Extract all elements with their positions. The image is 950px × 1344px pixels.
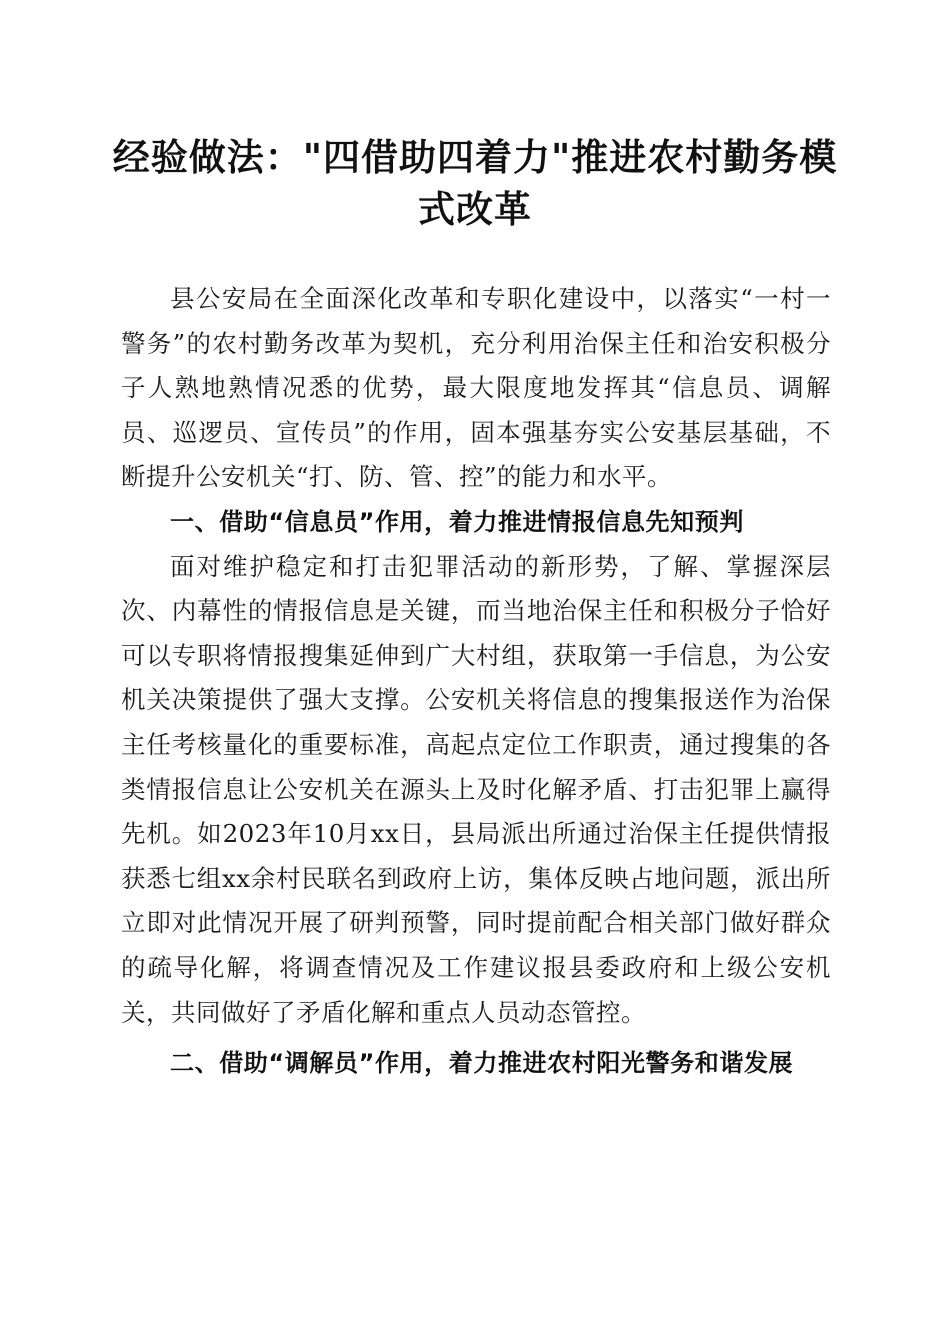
document-body: [121, 277, 831, 1086]
section-1-paragraph: 面对维护稳定和打击犯罪活动的新形势，了解、掌握深层次、内幕性的情报信息是关键，而当地治保主任和积极分子恰好可以专职将情报搜集延伸到广大村组，获取第一手信息，为公安机关决策提供了强大支撑。公安机关将信息的搜集报送作为治保主任考核量化的重要标准，高起点定位工作职责，通过搜集的各类情报信息让公安机关在源头上及时化解矛盾、打击犯罪上赢得先机。如2023年10月xx日，县局派出所通过治保主任提供情报获悉七组xx余村民联名到政府上访，集体反映占地问题，派出所立即对此情况开展了研判预警，同时提前配合相关部门做好群众的疏导化解，将调查情况及工作建议报县委政府和上级公安机关，共同做好了矛盾化解和重点人员动态管控。: [121, 551, 831, 1027]
section-1-heading: 一、借助“信息员”作用，着力推进情报信息先知预判: [170, 507, 744, 536]
document-title: 经验做法："四借助四着力"推进农村勤务模式改革: [112, 136, 838, 231]
intro-paragraph: 县公安局在全面深化改革和专职化建设中，以落实“一村一警务”的农村勤务改革为契机，充分利用治保主任和治安积极分子人熟地熟情况悉的优势，最大限度地发挥其“信息员、调解员、巡逻员、宣传员”的作用，固本强基夯实公安基层基础，不断提升公安机关“打、防、管、控”的能力和水平。: [121, 284, 831, 492]
section-2-heading: 二、借助“调解员”作用，着力推进农村阳光警务和谐发展: [170, 1049, 794, 1078]
